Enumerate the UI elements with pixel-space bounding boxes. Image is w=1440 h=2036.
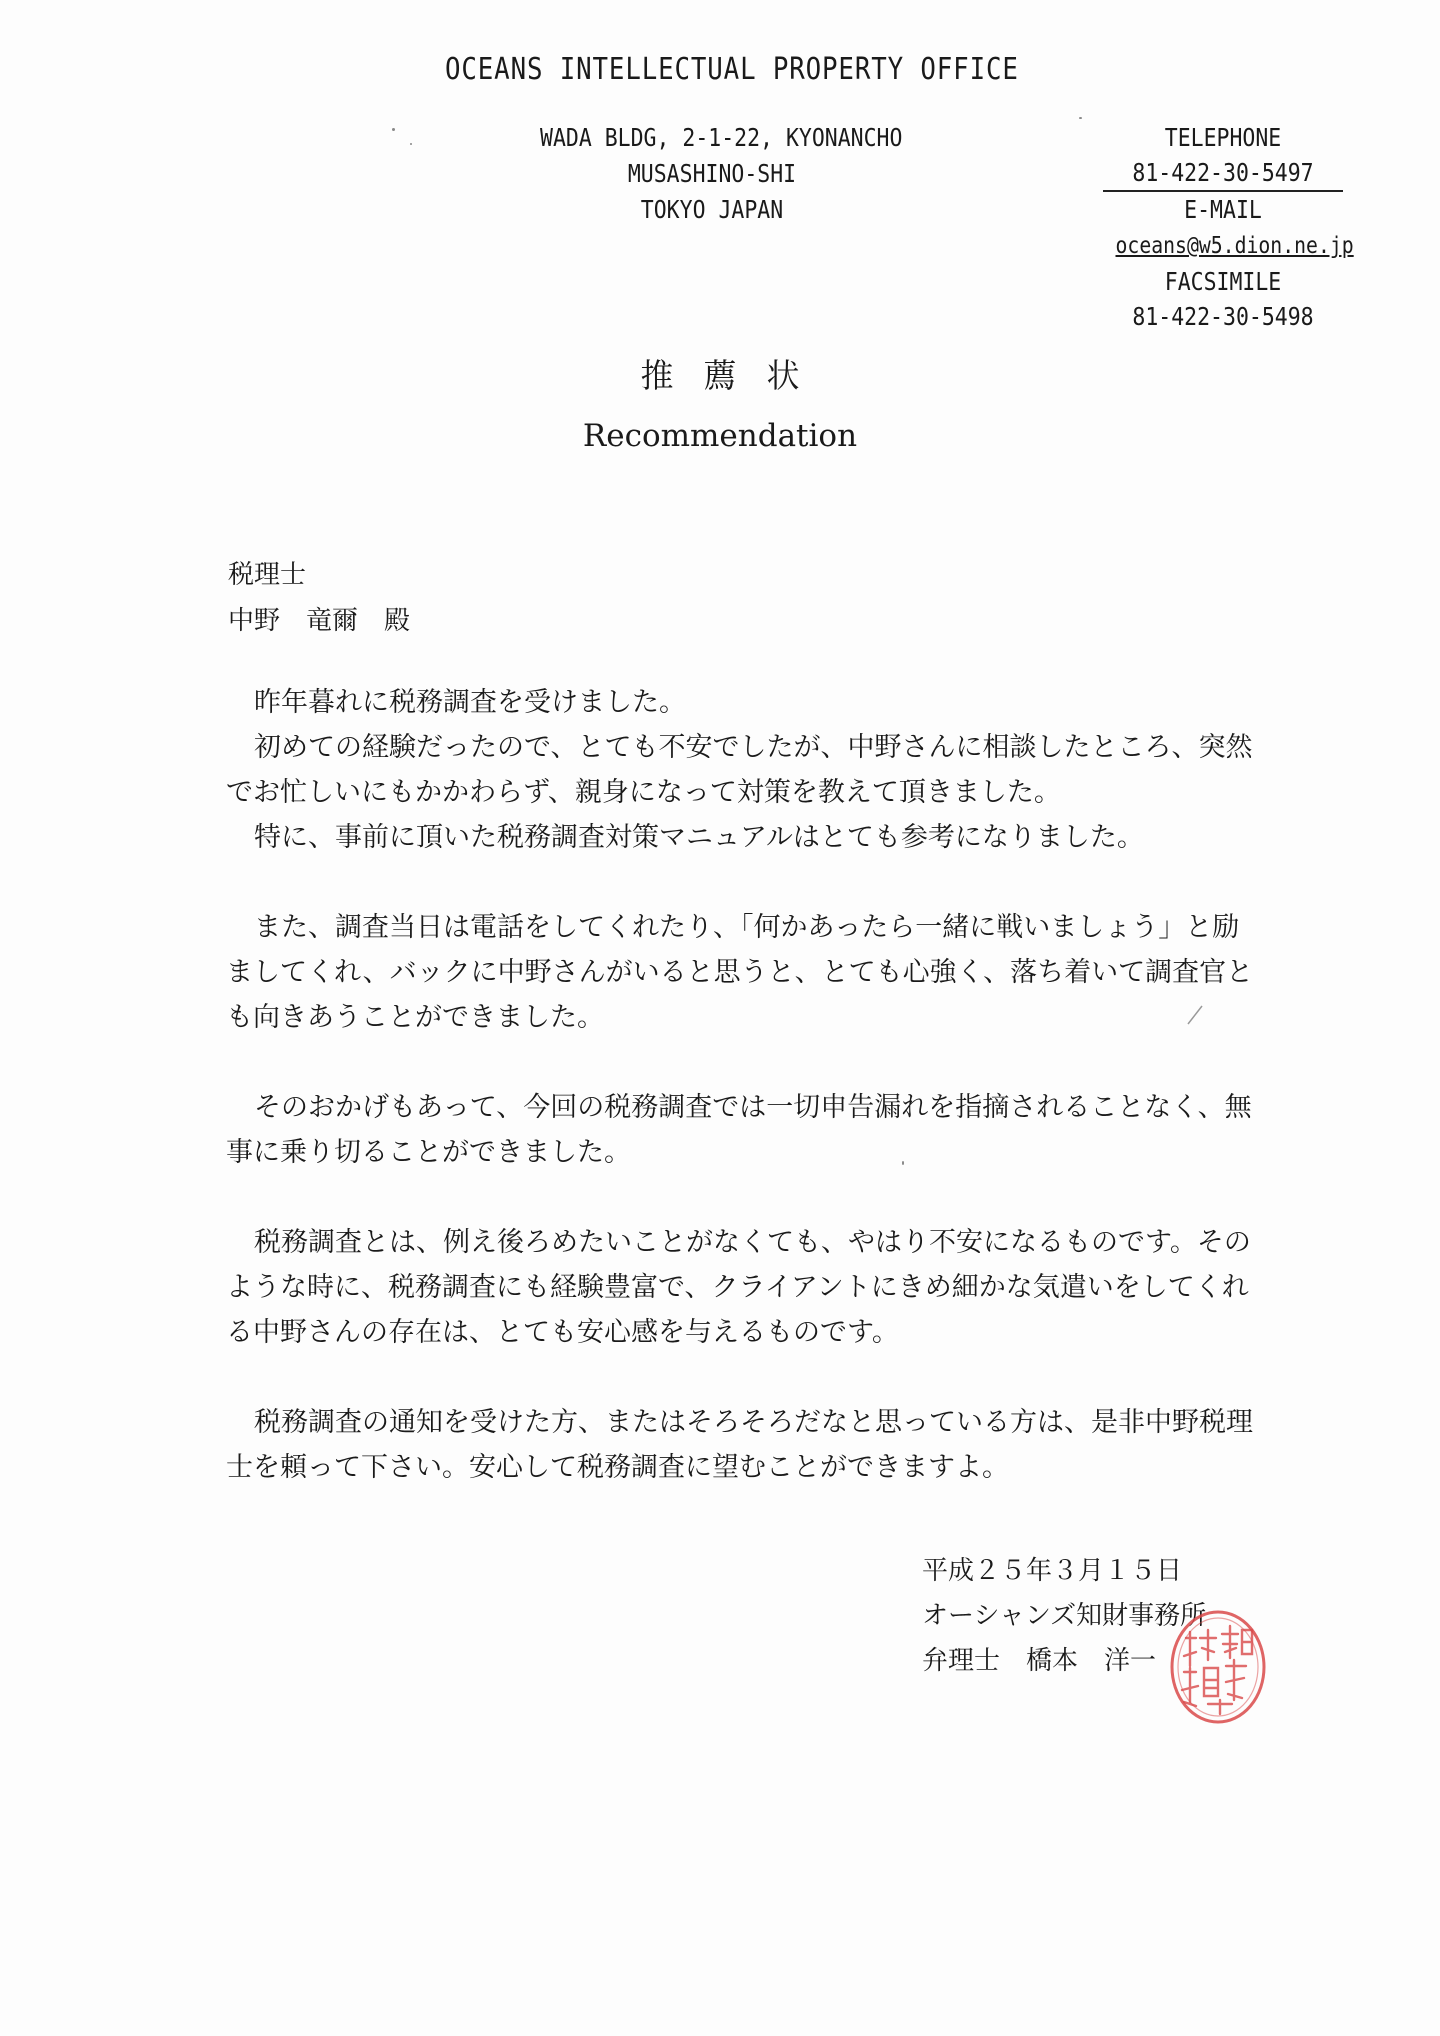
email-label: E-MAIL bbox=[1184, 195, 1262, 224]
office-name: OCEANS INTELLECTUAL PROPERTY OFFICE bbox=[445, 52, 1019, 87]
red-seal-stamp bbox=[1168, 1608, 1268, 1726]
body-paragraph: また、調査当日は電話をしてくれたり、「何かあったら一緒に戦いましょう」と励ましてくれ、バックに中野さんがいると思うと、とても心強く、落ち着いて調査官とも向きあうことができました。 bbox=[226, 912, 1254, 1033]
contact-block bbox=[1098, 120, 1354, 334]
recipient-name: 中野 竜爾 殿 bbox=[228, 606, 411, 636]
office-address bbox=[540, 120, 903, 228]
email-value[interactable]: oceans@w5.dion.ne.jp bbox=[1115, 233, 1354, 259]
body-paragraph: 特に、事前に頂いた税務調査対策マニュアルはとても参考になりました。 bbox=[254, 822, 1144, 853]
facsimile-label: FACSIMILE bbox=[1164, 267, 1282, 296]
body-paragraph: そのおかげもあって、今回の税務調査では一切申告漏れを指摘されることなく、無事に乗り切ることができました。 bbox=[226, 1092, 1252, 1168]
address-line-3: TOKYO JAPAN bbox=[640, 195, 784, 224]
telephone-value: 81-422-30-5497 bbox=[1132, 158, 1314, 187]
signature-name: 弁理士 橋本 洋一 bbox=[922, 1646, 1157, 1676]
recipient-block bbox=[228, 552, 410, 644]
signature-block bbox=[922, 1549, 1206, 1684]
telephone-label: TELEPHONE bbox=[1164, 123, 1282, 152]
paper-speck bbox=[1079, 117, 1082, 119]
body-paragraph: 税務調査とは、例え後ろめたいことがなくても、やはり不安になるものです。そのような時に、税務調査にも経験豊富で、クライアントにきめ細かな気遣いをしてくれる中野さんの存在は、とても安心感を与えるものです。 bbox=[226, 1227, 1251, 1348]
signature-date: 平成２５年３月１５日 bbox=[922, 1556, 1183, 1586]
letter-title-japanese: 推薦状 bbox=[640, 356, 830, 395]
paper-speck bbox=[902, 1161, 904, 1165]
letter-title-english: Recommendation bbox=[582, 418, 858, 454]
letter-body bbox=[226, 680, 1256, 1535]
body-paragraph: 初めての経験だったので、とても不安でしたが、中野さんに相談したところ、突然でお忙しいにもかかわらず、親身になって対策を教えて頂きました。 bbox=[226, 732, 1253, 808]
body-paragraph: 税務調査の通知を受けた方、またはそろそろだなと思っている方は、是非中野税理士を頼って下さい。安心して税務調査に望むことができますよ。 bbox=[226, 1407, 1253, 1483]
body-paragraph: 昨年暮れに税務調査を受けました。 bbox=[254, 687, 686, 718]
facsimile-value: 81-422-30-5498 bbox=[1132, 302, 1314, 331]
address-line-2: MUSASHINO-SHI bbox=[627, 159, 797, 188]
pen-mark bbox=[1186, 1002, 1206, 1026]
paper-speck bbox=[410, 143, 412, 145]
recipient-title: 税理士 bbox=[228, 560, 307, 590]
paper-speck bbox=[392, 128, 395, 131]
signature-office: オーシャンズ知財事務所 bbox=[922, 1601, 1207, 1631]
address-line-1: WADA BLDG, 2-1-22, KYONANCHO bbox=[540, 123, 903, 152]
